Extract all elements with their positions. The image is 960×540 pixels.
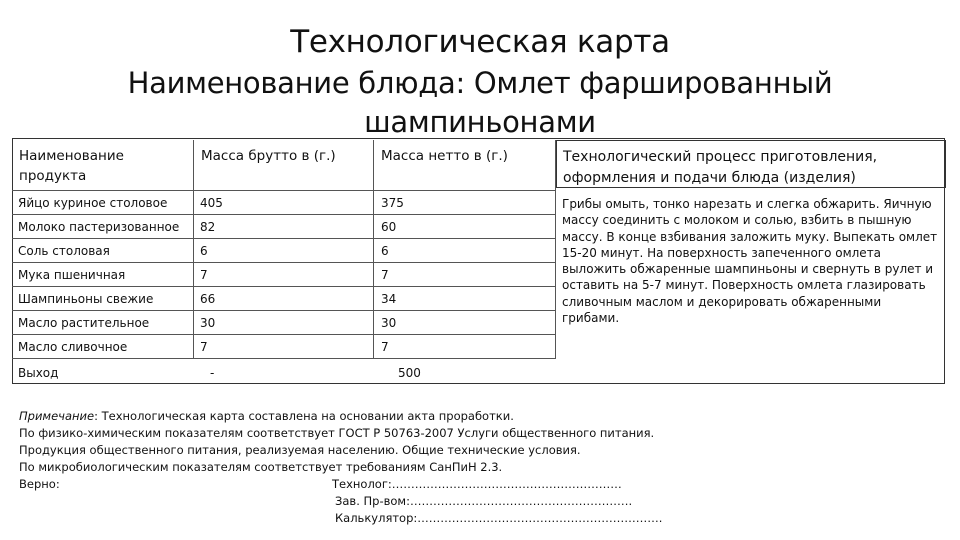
column-divider	[193, 140, 194, 358]
output-label: Выход	[18, 366, 59, 380]
note-line: По физико-химическим показателям соответствует ГОСТ Р 50763-2007 Услуги общественного питания.	[19, 426, 655, 440]
dish-name-line2: шампиньонами	[364, 105, 596, 139]
note-text: : Технологическая карта составлена на основании акта проработки.	[94, 409, 514, 423]
net-weight: 7	[381, 268, 389, 282]
product-name: Яйцо куриное столовое	[18, 196, 168, 210]
gross-weight: 6	[200, 244, 208, 258]
product-name: Молоко пастеризованное	[18, 220, 180, 234]
note-line: По микробиологическим показателям соответствует требованиям СанПиН 2.3.	[19, 460, 503, 474]
column-divider	[373, 140, 374, 358]
gross-weight: 7	[200, 268, 208, 282]
net-weight: 7	[381, 340, 389, 354]
gross-weight: 7	[200, 340, 208, 354]
header-process: Технологический процесс приготовления, оформления и подачи блюда (изделия)	[556, 140, 946, 188]
dish-name-line1: Наименование блюда: Омлет фаршированный	[127, 66, 833, 100]
row-divider	[12, 358, 556, 359]
product-name: Масло растительное	[18, 316, 150, 330]
note-label: Примечание	[19, 409, 95, 423]
production-head-signature-line: Зав. Пр-вом:………………………………………………….	[335, 494, 633, 508]
net-weight: 6	[381, 244, 389, 258]
gross-weight: 66	[200, 292, 216, 306]
row-divider	[12, 334, 556, 335]
row-divider	[12, 214, 556, 215]
product-name: Соль столовая	[18, 244, 110, 258]
product-name: Шампиньоны свежие	[18, 292, 154, 306]
net-weight: 30	[381, 316, 397, 330]
net-weight: 60	[381, 220, 397, 234]
row-divider	[12, 310, 556, 311]
note-line	[19, 408, 719, 425]
process-description: Грибы омыть, тонко нарезать и слегка обжарить. Яичную массу соединить с молоком и солью, взбить в пышную массу. В конце взбивания заложить муку. Выпекать омлет 15-20 минут. На поверхность запеченного омлета выложить обжаренные шампиньоны и свернуть в рулет и оставить на 5-7 минут. Поверхность омлета глазировать сливочным маслом и декорировать обжаренными грибами.	[562, 197, 938, 326]
dish-name	[110, 64, 850, 142]
header-net: Масса нетто в (г.)	[381, 148, 508, 164]
row-divider	[12, 262, 556, 263]
output-gross: -	[210, 366, 215, 380]
header-gross: Масса брутто в (г.)	[201, 148, 336, 164]
net-weight: 34	[381, 292, 397, 306]
technologist-signature-line: Технолог:……………………………………………………	[332, 477, 622, 491]
calculator-signature-line: Калькулятор:……………………………………………………….	[335, 511, 663, 525]
note-line: Продукция общественного питания, реализуемая населению. Общие технические условия.	[19, 443, 581, 457]
page-title: Технологическая карта	[290, 24, 670, 60]
product-name: Мука пшеничная	[18, 268, 126, 282]
net-weight: 375	[381, 196, 404, 210]
output-net: 500	[398, 366, 421, 380]
verified-label: Верно:	[19, 477, 60, 491]
gross-weight: 405	[200, 196, 223, 210]
row-divider	[12, 238, 556, 239]
row-divider	[12, 190, 556, 191]
gross-weight: 30	[200, 316, 216, 330]
header-product: Наименование продукта	[19, 148, 124, 184]
product-name: Масло сливочное	[18, 340, 128, 354]
gross-weight: 82	[200, 220, 216, 234]
row-divider	[12, 286, 556, 287]
